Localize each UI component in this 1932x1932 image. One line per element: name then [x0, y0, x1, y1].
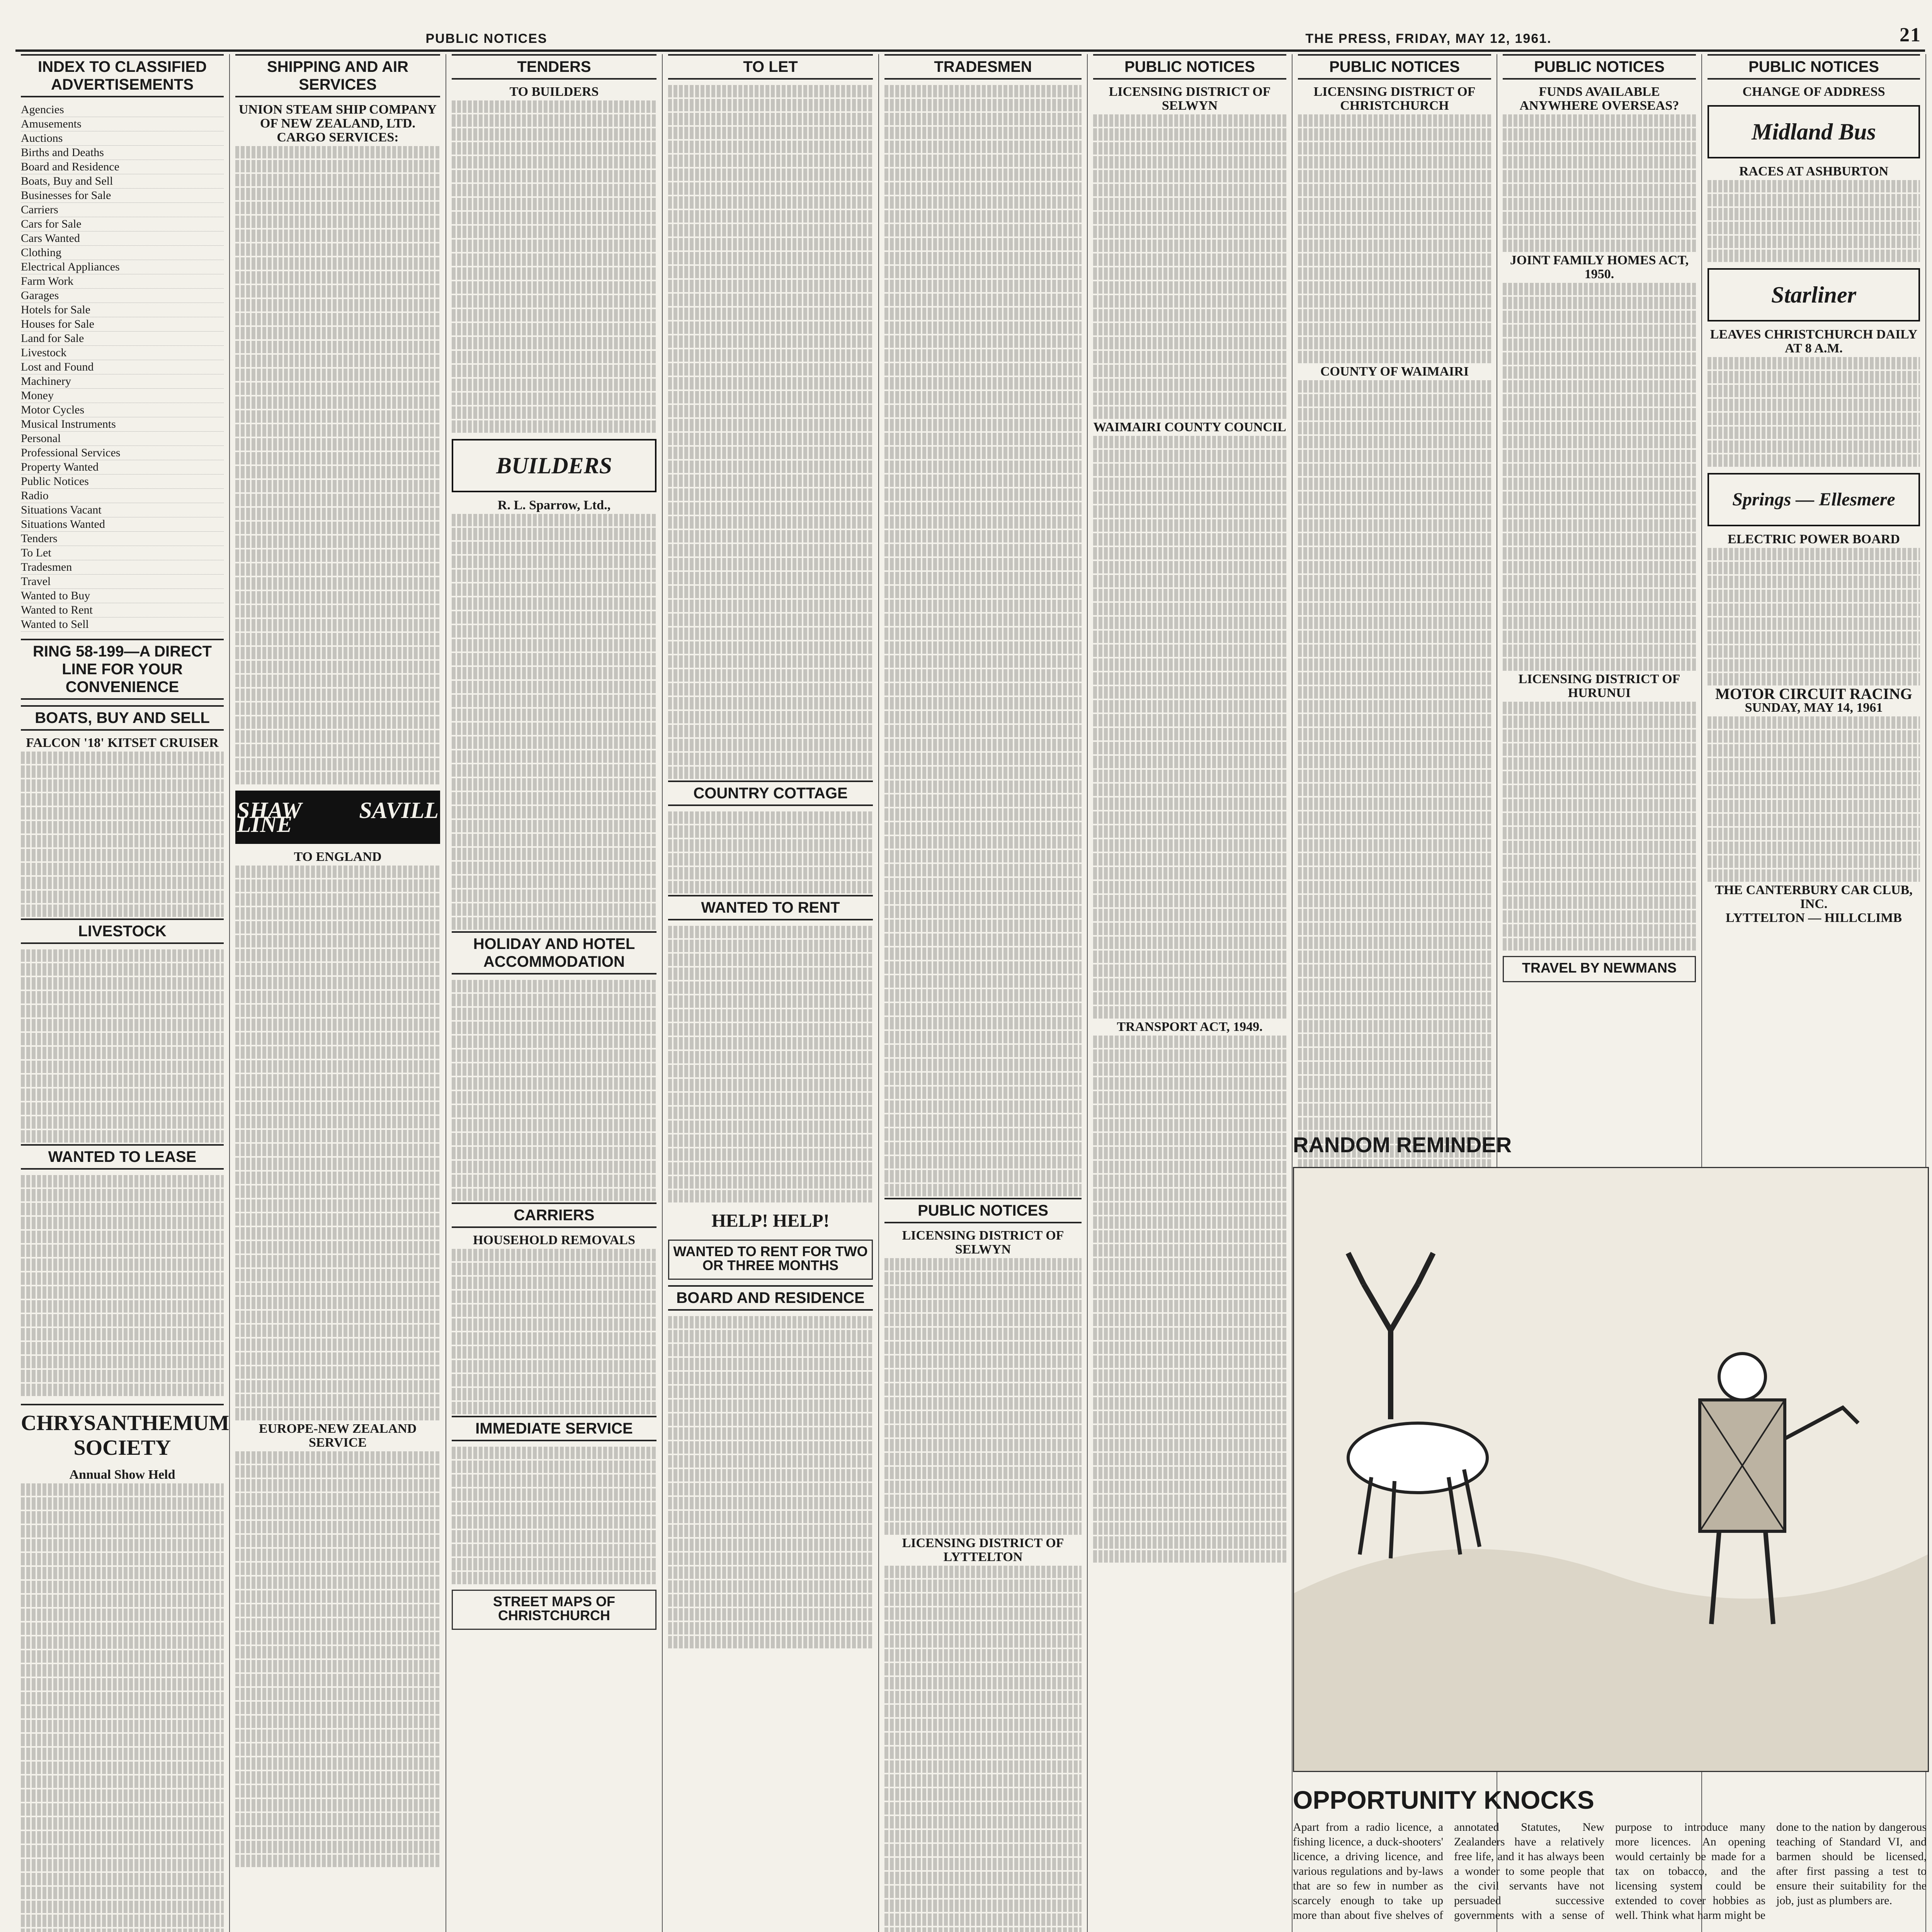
- tradesmen-title: TRADESMEN: [884, 54, 1082, 80]
- to-let-title: TO LET: [668, 54, 873, 80]
- notice-christchurch: LICENSING DISTRICT OF CHRISTCHURCH: [1313, 85, 1476, 113]
- street-maps-ad: [452, 1590, 656, 1630]
- europe-service: EUROPE-NEW ZEALAND SERVICE: [259, 1422, 417, 1450]
- index-entry: Auctions: [21, 131, 224, 146]
- index-entry: Tradesmen: [21, 560, 224, 575]
- wanted-lease-title: WANTED TO LEASE: [21, 1144, 224, 1170]
- column-to-let: [663, 54, 879, 1932]
- index-entry: Lost and Found: [21, 360, 224, 374]
- index-entry: Businesses for Sale: [21, 189, 224, 203]
- tradesmen-filler: [884, 85, 1082, 1196]
- pn2-filler-1: [1298, 114, 1491, 363]
- motor-racing: MOTOR CIRCUIT RACING: [1715, 685, 1912, 702]
- car-club: THE CANTERBURY CAR CLUB, INC.: [1715, 883, 1913, 911]
- starliner-filler: [1708, 357, 1920, 467]
- index-entry: Agencies: [21, 103, 224, 117]
- shipping-filler-1: [235, 146, 440, 784]
- index-entry: Public Notices: [21, 474, 224, 489]
- public-notices-title-c: PUBLIC NOTICES: [1298, 54, 1491, 80]
- household-removals: HOUSEHOLD REMOVALS: [473, 1233, 635, 1247]
- shipping-filler-3: [235, 1451, 440, 1867]
- index-entry: Board and Residence: [21, 160, 224, 174]
- selwyn-filler: [884, 1258, 1082, 1535]
- to-let-filler-1: [668, 85, 873, 779]
- chrysanthemum-title: CHRYSANTHEMUM SOCIETY: [21, 1404, 224, 1460]
- masthead-title: THE PRESS, FRIDAY, MAY 12, 1961.: [1305, 31, 1552, 46]
- cargo-services: CARGO SERVICES:: [277, 130, 399, 145]
- cartoon-illustration: [1293, 1167, 1929, 1772]
- tenders-filler-2: [452, 514, 656, 930]
- carriers-filler: [452, 1249, 656, 1414]
- index-title: INDEX TO CLASSIFIED ADVERTISEMENTS: [21, 54, 224, 97]
- to-england: TO ENGLAND: [294, 850, 382, 864]
- index-entry: Personal: [21, 432, 224, 446]
- lease-filler: [21, 1175, 224, 1396]
- tenders-title: TENDERS: [452, 54, 656, 80]
- notice-selwyn: LICENSING DISTRICT OF SELWYN: [902, 1228, 1064, 1257]
- index-list: [21, 103, 224, 632]
- to-builders: TO BUILDERS: [509, 85, 599, 99]
- midland-sub: RACES AT ASHBURTON: [1739, 164, 1889, 179]
- wanted-rent-title: WANTED TO RENT: [668, 895, 873, 920]
- pn1-filler-2: [1093, 436, 1286, 1019]
- starliner-sub: LEAVES CHRISTCHURCH DAILY AT 8 A.M.: [1710, 327, 1918, 355]
- board-title: BOARD AND RESIDENCE: [668, 1285, 873, 1311]
- union-steam-ship: UNION STEAM SHIP COMPANY OF NEW ZEALAND, LTD.: [238, 102, 437, 131]
- index-entry: Radio: [21, 489, 224, 503]
- notice-county-waimairi: COUNTY OF WAIMAIRI: [1320, 364, 1469, 379]
- public-notices-title-a: PUBLIC NOTICES: [884, 1198, 1082, 1223]
- wanted-rent-filler: [668, 926, 873, 1202]
- column-tradesmen: [879, 54, 1088, 1932]
- index-entry: Births and Deaths: [21, 146, 224, 160]
- feature-title: OPPORTUNITY KNOCKS: [1293, 1786, 1594, 1814]
- board-filler: [668, 1316, 873, 1648]
- index-entry: Hotels for Sale: [21, 303, 224, 317]
- pn1-filler-3: [1093, 1036, 1286, 1563]
- pn3-filler-3: [1503, 702, 1696, 951]
- index-entry: Situations Wanted: [21, 517, 224, 532]
- shipping-title: SHIPPING AND AIR SERVICES: [235, 54, 440, 97]
- feature-article: [1293, 1785, 1927, 1923]
- pn1-filler-1: [1093, 114, 1286, 419]
- index-entry: Cars Wanted: [21, 231, 224, 246]
- newmans-ad: [1503, 956, 1696, 982]
- street-maps-title: STREET MAPS OF CHRISTCHURCH: [493, 1594, 616, 1623]
- midland-logo: Midland Bus: [1708, 105, 1920, 158]
- chrysanthemum-subtitle: Annual Show Held: [69, 1468, 175, 1482]
- shipping-filler-2: [235, 866, 440, 1420]
- notice-joint-homes: JOINT FAMILY HOMES ACT, 1950.: [1510, 253, 1689, 281]
- public-notices-title-b: PUBLIC NOTICES: [1093, 54, 1286, 80]
- index-entry: Carriers: [21, 203, 224, 217]
- livestock-filler: [21, 949, 224, 1143]
- newmans-title: TRAVEL BY NEWMANS: [1522, 960, 1677, 976]
- pn3-filler-2: [1503, 283, 1696, 671]
- column-public-notices-1: [1088, 54, 1293, 1932]
- cartoon-title: RANDOM REMINDER: [1293, 1133, 1512, 1157]
- index-entry: Cars for Sale: [21, 217, 224, 231]
- public-notices-title-e: PUBLIC NOTICES: [1708, 54, 1920, 80]
- immediate-title: IMMEDIATE SERVICE: [452, 1416, 656, 1441]
- carriers-title: CARRIERS: [452, 1202, 656, 1228]
- shaw-savill-logo: SHAW SAVILL LINE: [235, 791, 440, 844]
- index-entry: Wanted to Rent: [21, 603, 224, 617]
- springs-logo: Springs — Ellesmere: [1708, 473, 1920, 526]
- livestock-title: LIVESTOCK: [21, 918, 224, 944]
- holiday-filler: [452, 980, 656, 1201]
- springs-filler: [1708, 548, 1920, 685]
- index-entry: Professional Services: [21, 446, 224, 460]
- change-address: CHANGE OF ADDRESS: [1742, 85, 1885, 99]
- boats-ad-title: FALCON '18' KITSET CRUISER: [26, 736, 219, 750]
- hillclimb: LYTTELTON — HILLCLIMB: [1725, 911, 1902, 925]
- cottage-filler: [668, 811, 873, 893]
- index-entry: Machinery: [21, 374, 224, 389]
- wanted-two-months-ad: [668, 1240, 873, 1280]
- notice-lyttelton: LICENSING DISTRICT OF LYTTELTON: [902, 1536, 1064, 1564]
- index-entry: Tenders: [21, 532, 224, 546]
- motor-date: SUNDAY, MAY 14, 1961: [1745, 701, 1883, 715]
- index-entry: Property Wanted: [21, 460, 224, 474]
- index-entry: Land for Sale: [21, 332, 224, 346]
- sparrow-ltd: R. L. Sparrow, Ltd.,: [497, 498, 611, 512]
- chrysanthemum-body: [21, 1483, 224, 1932]
- index-entry: Wanted to Sell: [21, 617, 224, 632]
- deer-cartoon-icon: [1294, 1168, 1928, 1771]
- holiday-title: HOLIDAY AND HOTEL ACCOMMODATION: [452, 931, 656, 975]
- boats-title: BOATS, BUY AND SELL: [21, 705, 224, 731]
- index-entry: Clothing: [21, 246, 224, 260]
- builders-logo: BUILDERS: [452, 439, 656, 492]
- index-entry: Electrical Appliances: [21, 260, 224, 274]
- index-entry: Farm Work: [21, 274, 224, 289]
- phone-banner: RING 58-199—A DIRECT LINE FOR YOUR CONVENIENCE: [21, 639, 224, 700]
- starliner-logo: Starliner: [1708, 268, 1920, 321]
- motor-filler: [1708, 716, 1920, 882]
- feature-body: Apart from a radio licence, a fishing licence, a duck-shooters' licence, a driving licence, and various regulations and by-laws that are so few in number as scarcely enough to take up more than about five shelves of annotated Statutes, New Zealanders have a relatively free life, and it has always been a wonder to some people that the civil servants have not persuaded successive governments with a sense of purpose to introduce many more licences. An opening would certainly be made for a tax on tobacco, and the licensing system could be extended to cover hobbies as well. Think what harm might be done to the nation by dangerous teaching of Standard VI, and barmen should be licensed, after first passing a test to ensure their suitability for the job, just as plumbers are.: [1293, 1821, 1927, 1922]
- pn3-filler-1: [1503, 114, 1696, 252]
- springs-sub: ELECTRIC POWER BOARD: [1728, 532, 1900, 546]
- index-entry: To Let: [21, 546, 224, 560]
- index-entry: Garages: [21, 289, 224, 303]
- notice-selwyn-b: LICENSING DISTRICT OF SELWYN: [1109, 85, 1271, 113]
- boats-filler: [21, 752, 224, 917]
- index-entry: Wanted to Buy: [21, 589, 224, 603]
- index-entry: Livestock: [21, 346, 224, 360]
- lyttelton-filler: [884, 1566, 1082, 1932]
- notice-transport: TRANSPORT ACT, 1949.: [1117, 1020, 1263, 1034]
- page-number: 21: [1900, 24, 1921, 46]
- index-entry: Boats, Buy and Sell: [21, 174, 224, 189]
- index-entry: Situations Vacant: [21, 503, 224, 517]
- midland-filler: [1708, 180, 1920, 262]
- notice-hurunui: LICENSING DISTRICT OF HURUNUI: [1518, 672, 1680, 700]
- column-shipping: [230, 54, 446, 1932]
- column-tenders: [446, 54, 663, 1932]
- wanted-two-months: WANTED TO RENT FOR TWO OR THREE MONTHS: [673, 1243, 868, 1273]
- index-entry: Houses for Sale: [21, 317, 224, 332]
- column-index: [15, 54, 230, 1932]
- masthead: [15, 0, 1925, 52]
- tenders-filler-1: [452, 100, 656, 433]
- public-notices-title-d: PUBLIC NOTICES: [1503, 54, 1696, 80]
- index-entry: Amusements: [21, 117, 224, 131]
- immediate-filler: [452, 1447, 656, 1584]
- index-entry: Travel: [21, 575, 224, 589]
- notice-funds: FUNDS AVAILABLE ANYWHERE OVERSEAS?: [1519, 85, 1679, 113]
- index-entry: Motor Cycles: [21, 403, 224, 417]
- notice-waimairi: WAIMAIRI COUNTY COUNCIL: [1093, 420, 1286, 434]
- index-entry: Money: [21, 389, 224, 403]
- country-cottage-title: COUNTRY COTTAGE: [668, 781, 873, 806]
- help-ad: HELP! HELP!: [711, 1211, 830, 1231]
- masthead-left-head: PUBLIC NOTICES: [425, 31, 548, 46]
- index-entry: Musical Instruments: [21, 417, 224, 432]
